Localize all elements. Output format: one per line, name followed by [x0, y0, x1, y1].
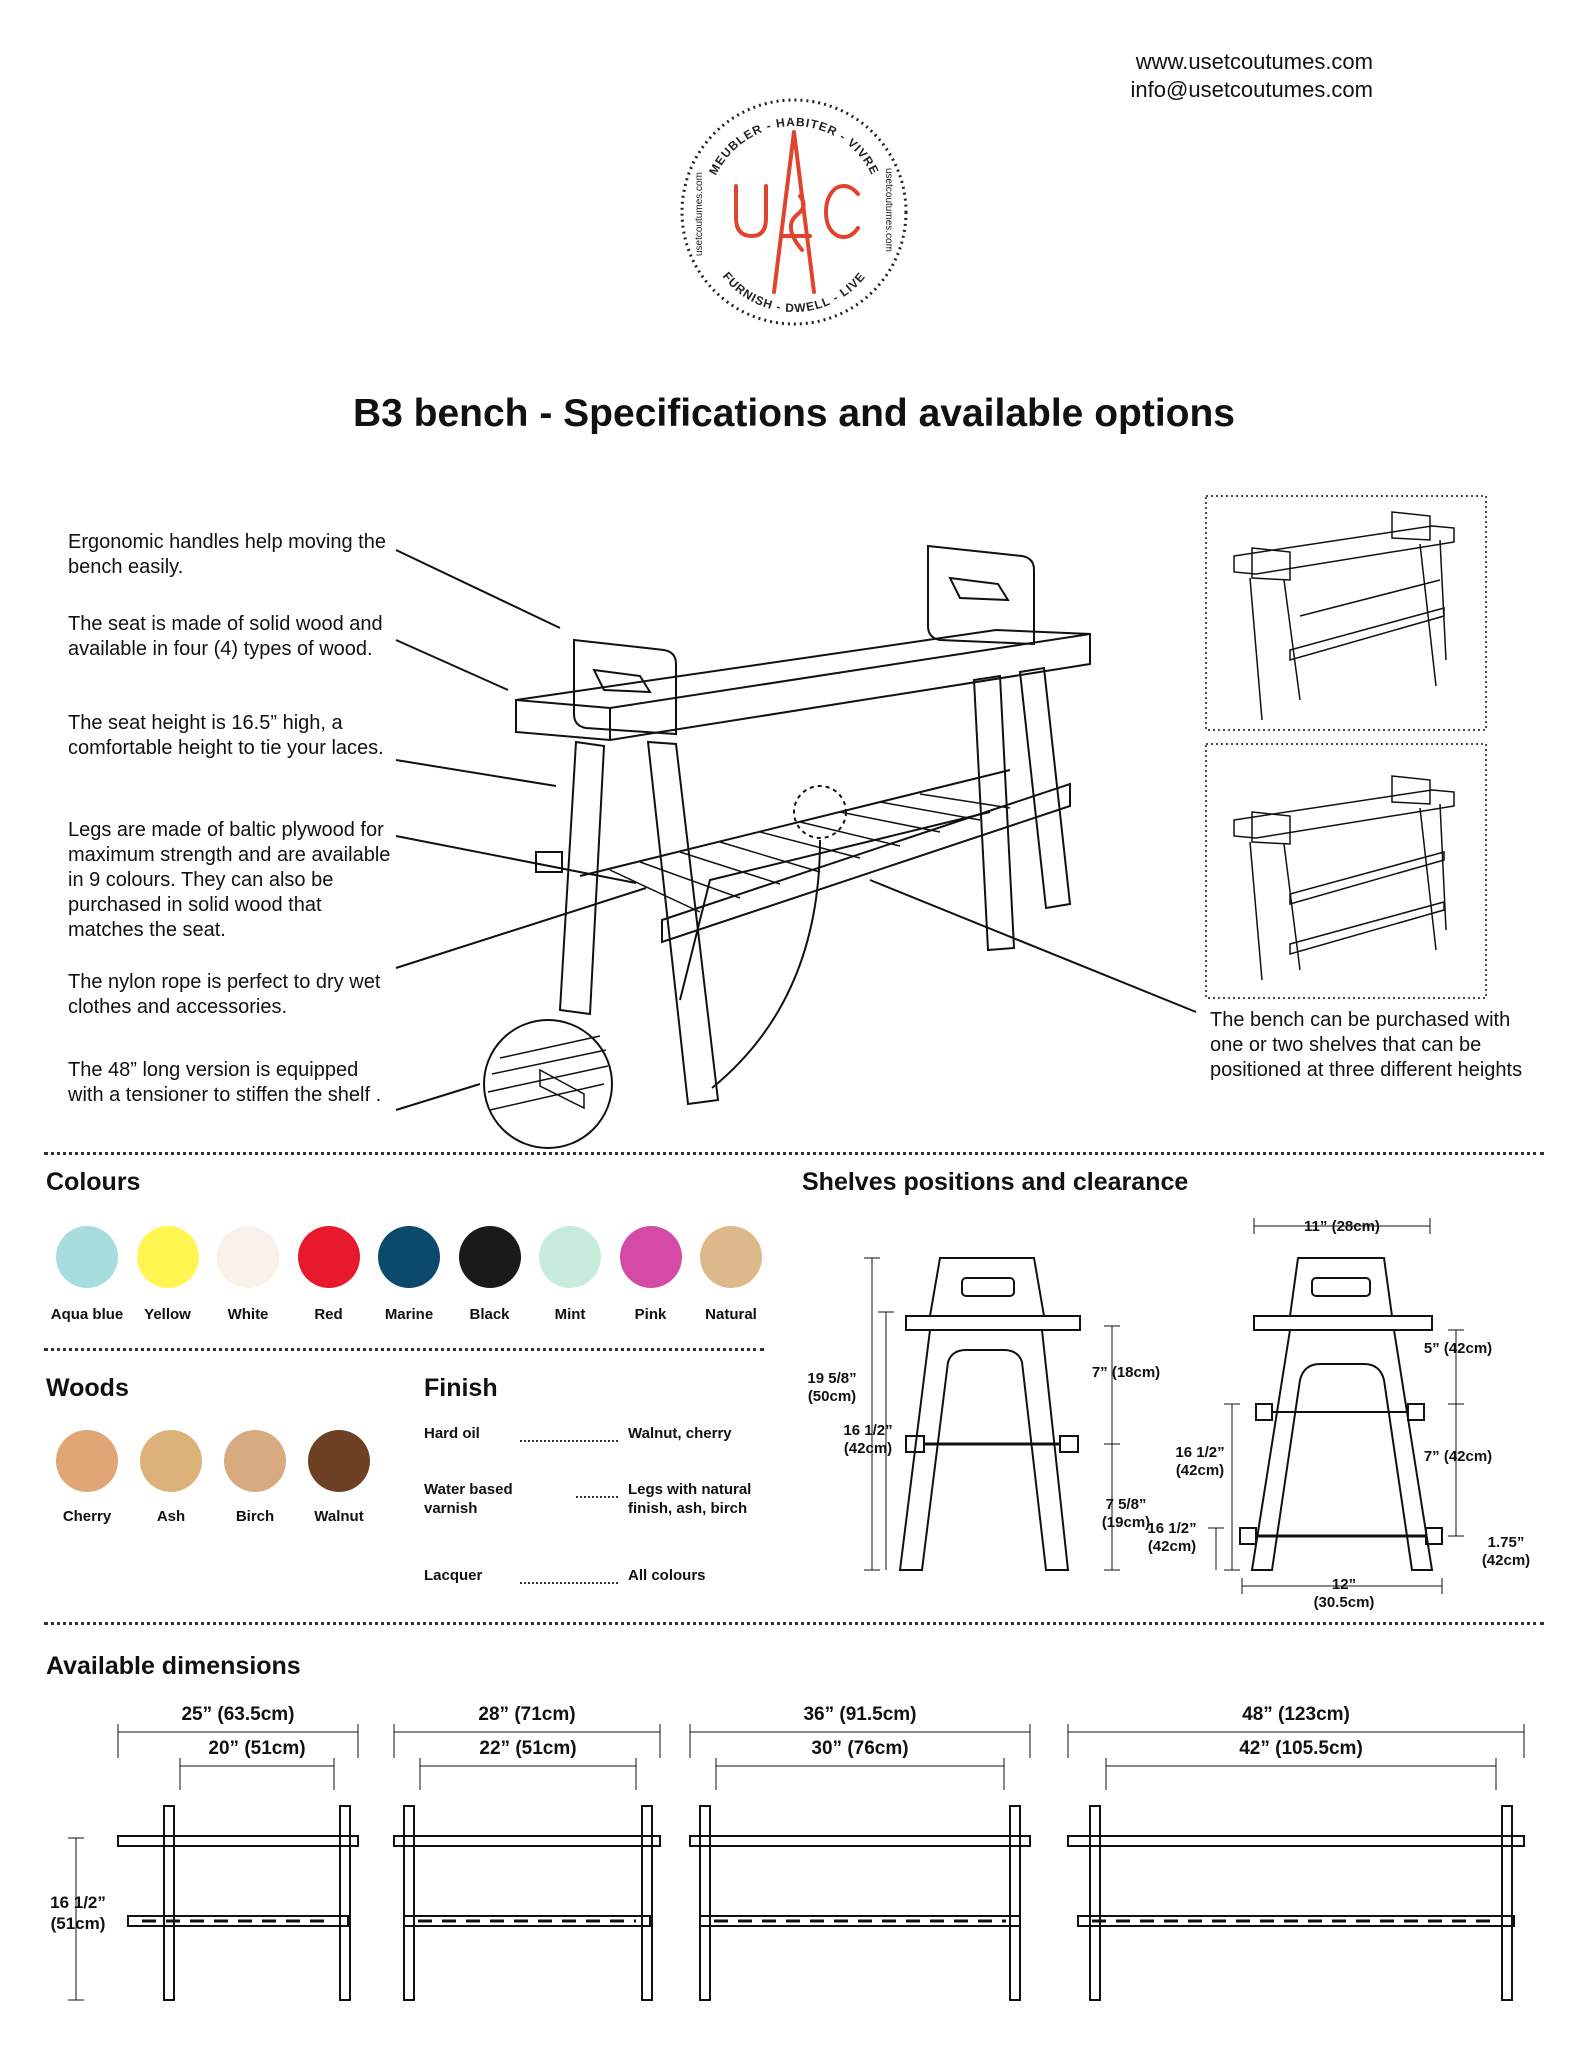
logo-top-text: MEUBLER - HABITER - VIVRE	[706, 114, 882, 178]
finish-applies-varnish: Legs with natural finish, ash, birch	[628, 1481, 752, 1517]
website-link[interactable]: www.usetcoutumes.com	[1135, 49, 1373, 74]
colour-label: Black	[469, 1306, 510, 1323]
feature-seat-height: The seat height is 16.5” high, a comfortable height to tie your laces.	[68, 712, 384, 759]
colour-label: Pink	[634, 1306, 667, 1323]
inner-width-label: 20” (51cm)	[208, 1738, 306, 1759]
inner-width-label: 22” (51cm)	[479, 1738, 577, 1759]
overall-width-label: 36” (91.5cm)	[803, 1704, 917, 1725]
finish-name-lacquer: Lacquer	[424, 1567, 483, 1584]
front-top-gap: 5” (42cm)	[1423, 1340, 1493, 1357]
colour-label: Marine	[384, 1306, 434, 1323]
page-title: B3 bench - Specifications and available options	[352, 392, 1236, 435]
bench-seat	[1068, 1836, 1524, 1846]
wood-label: Ash	[156, 1508, 186, 1525]
overall-width-label: 48” (123cm)	[1242, 1704, 1350, 1725]
overall-width-label: 28” (71cm)	[478, 1704, 576, 1725]
woods-heading: Woods	[46, 1374, 129, 1402]
side-seat-height: 16 1/2” (42cm)	[843, 1422, 893, 1457]
wood-label: Birch	[235, 1508, 275, 1525]
front-upper-shelf: 16 1/2” (42cm)	[1175, 1444, 1225, 1479]
bench-seat	[394, 1836, 660, 1846]
bench-seat	[118, 1836, 358, 1846]
shelf-options-note: The bench can be purchased with one or two shelves that can be positioned at three different heights	[1210, 1009, 1523, 1081]
finish-applies-lacquer: All colours	[628, 1567, 706, 1584]
feature-handles: Ergonomic handles help moving the bench easily.	[68, 531, 386, 578]
bench-seat	[690, 1836, 1030, 1846]
overall-width-label: 25” (63.5cm)	[181, 1704, 295, 1725]
colour-label: Aqua blue	[50, 1306, 124, 1323]
front-base-width: 12” (30.5cm)	[1313, 1576, 1375, 1611]
finish-heading: Finish	[424, 1374, 498, 1402]
colour-label: Yellow	[144, 1306, 191, 1323]
email-link[interactable]: info@usetcoutumes.com	[1130, 77, 1373, 102]
colour-label: White	[227, 1306, 269, 1323]
wood-label: Walnut	[314, 1508, 364, 1525]
dimensions-heading: Available dimensions	[46, 1652, 301, 1680]
feature-tensioner: The 48” long version is equipped with a tensioner to stiffen the shelf .	[68, 1059, 382, 1106]
inner-width-label: 30” (76cm)	[811, 1738, 909, 1759]
feature-legs: Legs are made of baltic plywood for maximum strength and are available in 9 colours. They can also be purchased in solid wood that matches the seat.	[68, 819, 391, 941]
logo-side-text-left: usetcoutumes.com	[694, 172, 705, 256]
side-upper-gap: 7” (18cm)	[1091, 1364, 1161, 1381]
logo-bottom-text: FURNISH - DWELL - LIVE	[719, 269, 869, 316]
clearance-heading: Shelves positions and clearance	[802, 1168, 1189, 1196]
colour-label: Red	[314, 1306, 343, 1323]
side-total-height: 19 5/8” (50cm)	[807, 1370, 857, 1405]
wood-label: Cherry	[62, 1508, 112, 1525]
colour-label: Mint	[554, 1306, 586, 1323]
side-lower-gap: 7 5/8” (19cm)	[1101, 1496, 1151, 1531]
front-top-width: 11” (28cm)	[1304, 1218, 1380, 1235]
front-lower-shelf: 16 1/2” (42cm)	[1147, 1520, 1197, 1555]
height-label: 16 1/2” (51cm)	[50, 1893, 106, 1933]
feature-seat-wood: The seat is made of solid wood and available in four (4) types of wood.	[68, 613, 383, 660]
front-bottom-gap: 1.75” (42cm)	[1481, 1534, 1531, 1569]
colours-heading: Colours	[46, 1168, 141, 1196]
feature-nylon-rope: The nylon rope is perfect to dry wet clothes and accessories.	[68, 971, 381, 1018]
inner-width-label: 42” (105.5cm)	[1239, 1738, 1363, 1759]
finish-applies-hard-oil: Walnut, cherry	[628, 1425, 732, 1442]
colour-label: Natural	[705, 1306, 757, 1323]
finish-name-hard-oil: Hard oil	[424, 1425, 480, 1442]
finish-name-varnish: Water based varnish	[424, 1481, 513, 1517]
front-middle-gap: 7” (42cm)	[1423, 1448, 1493, 1465]
logo-side-text-right: usetcoutumes.com	[883, 168, 894, 252]
